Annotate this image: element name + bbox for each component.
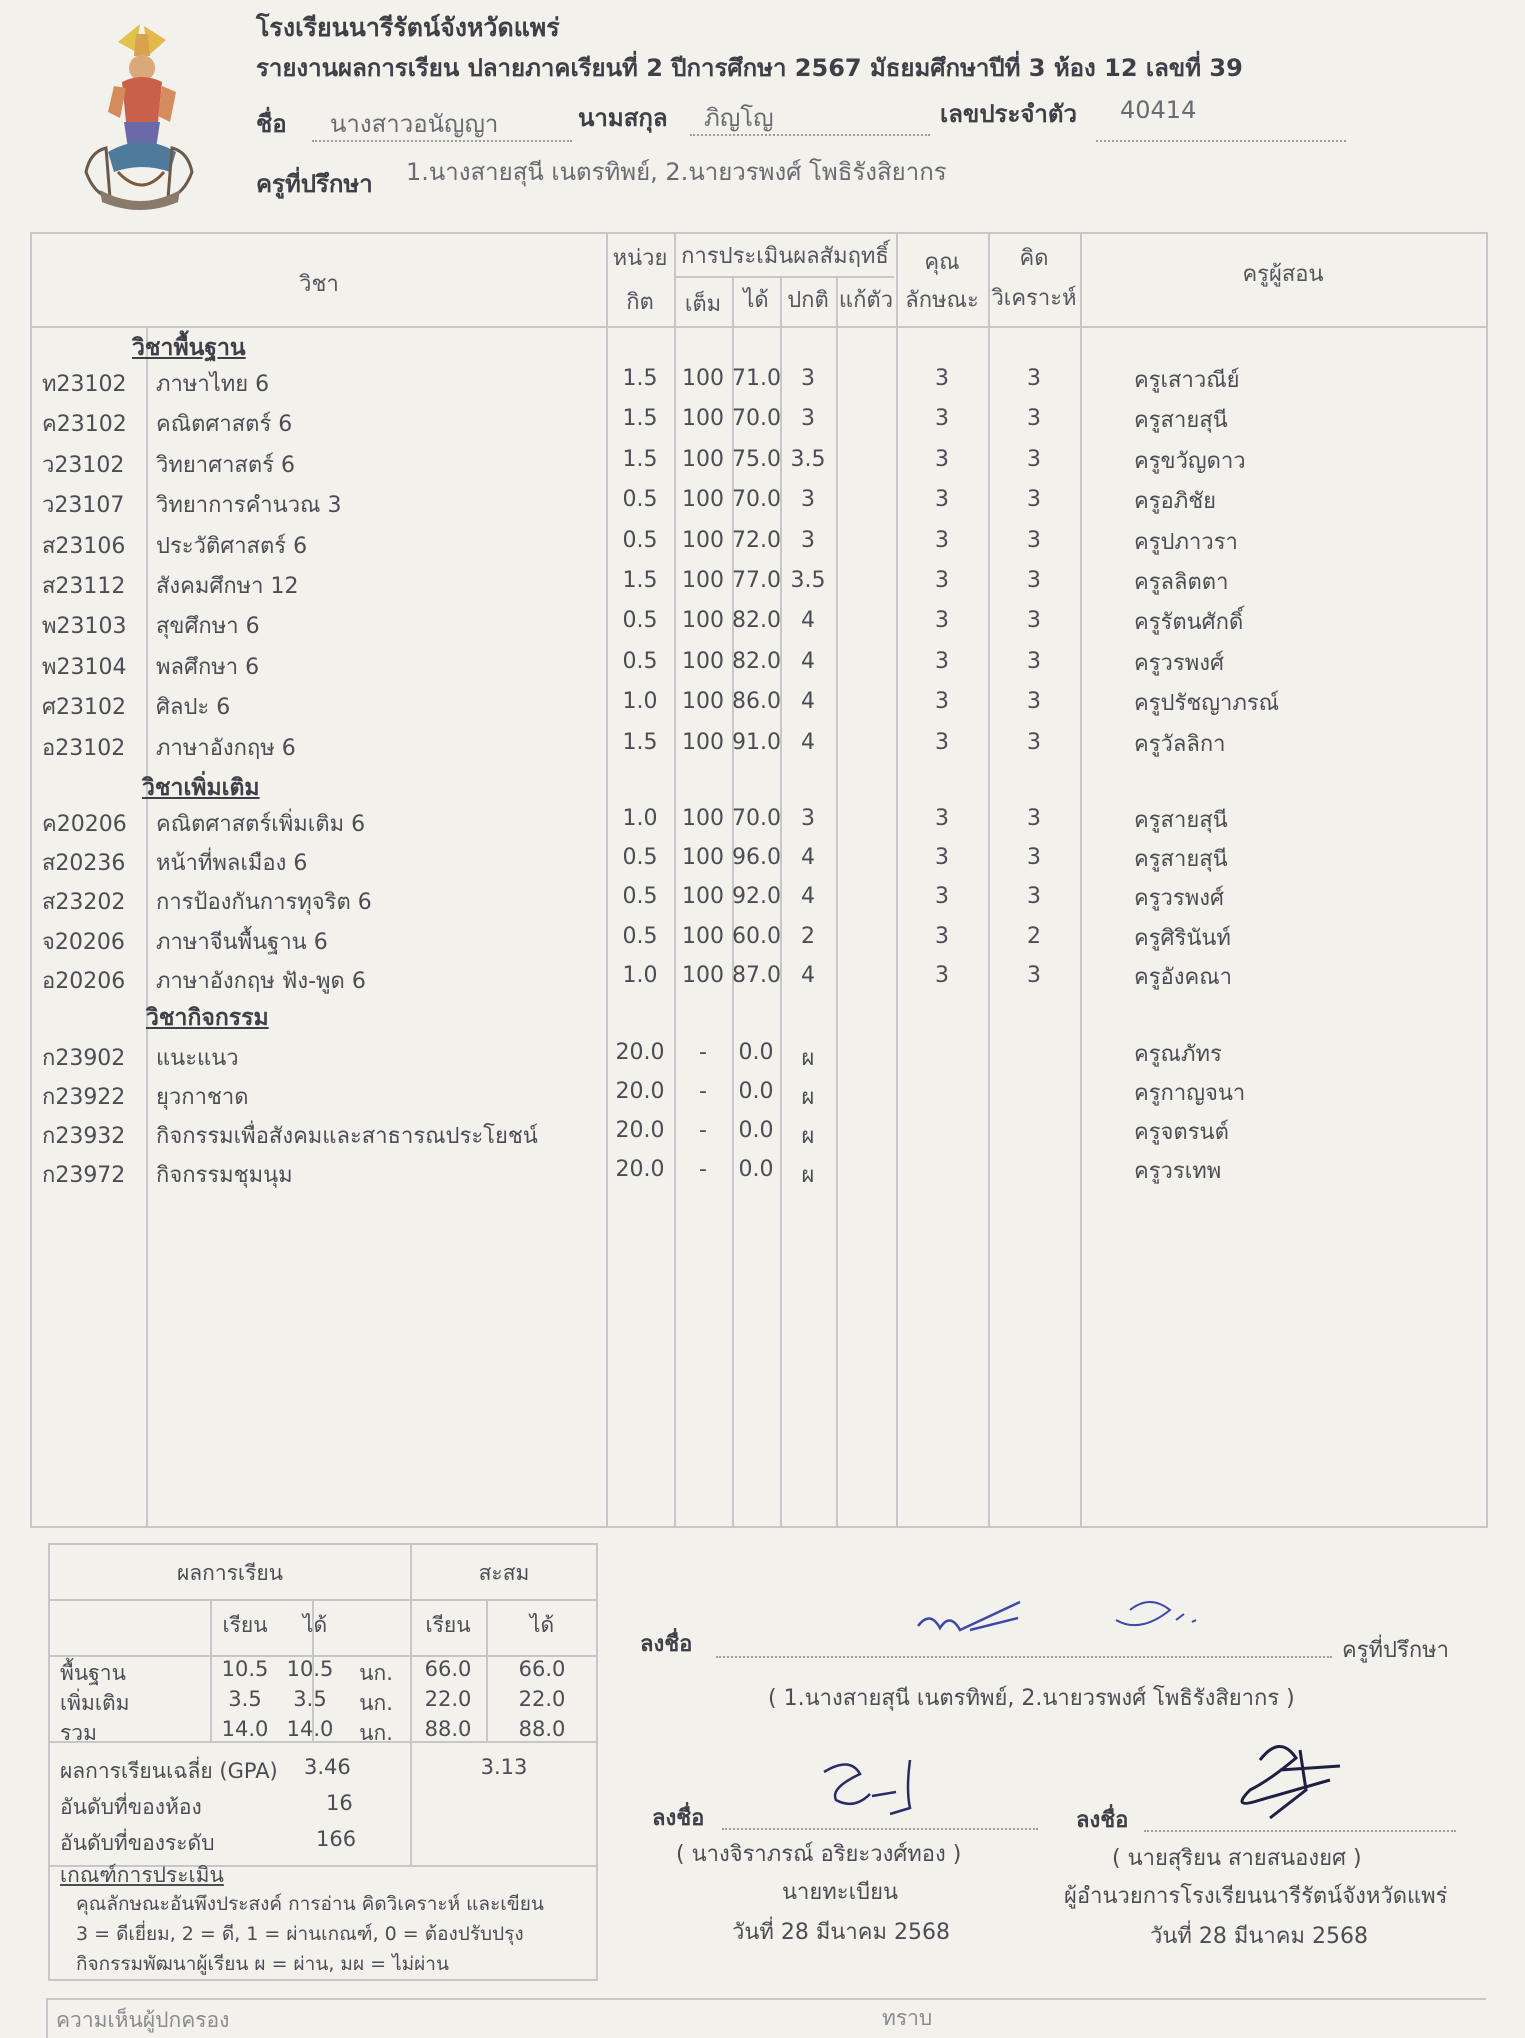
thinking-score: 3 [1027,648,1041,674]
thinking-score: 3 [1027,527,1041,553]
character-score: 3 [935,845,949,871]
subject-name: สังคมศึกษา 12 [156,574,299,599]
score: 72.0 [732,527,781,553]
subject-name: พลศึกษา 6 [156,654,260,680]
character-score: 3 [935,806,949,831]
teacher-name: ครูวัลลิกา [1134,731,1226,757]
character-score: 3 [935,689,949,715]
student-surname: ภิญโญ [704,104,774,132]
character-score: 3 [935,923,949,949]
credit: 1.0 [622,806,658,831]
character-score: 3 [935,487,949,513]
thinking-score: 3 [1027,689,1041,715]
character-score: 3 [935,366,949,391]
header-normal: ปกติ [787,288,829,313]
full-score: 100 [682,487,724,513]
thinking-score: 3 [1027,446,1041,472]
grade: 4 [801,845,815,871]
teacher-name: ครูกาญจนา [1134,1081,1246,1106]
credit: 0.5 [622,608,658,634]
subject-code: ท23102 [42,372,127,397]
full-score: 100 [682,608,724,634]
subject-code: ว23107 [42,493,125,519]
credit: 0.5 [622,845,658,871]
teacher-name: ครูรัตนศักดิ์ [1134,610,1244,636]
subject-name: สุขศึกษา 6 [156,614,260,640]
subject-code: จ20206 [42,929,125,955]
credit: 20.0 [615,1079,665,1104]
subject-code: ว23102 [42,452,125,478]
summary-got-header: ได้ [302,1613,328,1637]
credit: 0.5 [622,884,658,910]
thinking-score: 3 [1027,729,1041,755]
director-name: ( นายสุริยน สายสนองยศ ) [1112,1846,1362,1871]
section-activity: วิชากิจกรรม [146,1005,269,1031]
registrar-role: นายทะเบียน [782,1880,899,1905]
full-score: 100 [682,923,724,949]
student-id-value: 40414 [1120,96,1197,124]
subject-code: พ23103 [42,614,127,640]
score: 71.0 [732,366,781,391]
summary-label: เพิ่มเติม [60,1691,130,1715]
header-character-line1: คุณ [924,250,960,275]
credit: 1.0 [622,962,658,988]
full-score: - [699,1079,707,1104]
section-additional: วิชาเพิ่มเติม [142,775,260,801]
advisor-label: ครูที่ปรึกษา [256,170,373,198]
teacher-name: ครูวรเทพ [1134,1159,1222,1184]
subject-code: ค23102 [42,412,127,438]
summary-results-header: ผลการเรียน [176,1561,284,1585]
credit: 0.5 [622,527,658,553]
summary-study: 14.0 [221,1717,269,1741]
director-role: ผู้อำนวยการโรงเรียนนารีรัตน์จังหวัดแพร่ [1064,1884,1448,1909]
teacher-name: ครูอภิชัย [1134,489,1217,515]
score: 96.0 [732,845,781,871]
advisor-sign-names: ( 1.นางสายสุนี เนตรทิพย์, 2.นายวรพงศ์ โพธิรังสิยากร ) [768,1686,1295,1711]
subject-code: ศ23102 [42,695,126,721]
score: 0.0 [738,1079,774,1104]
header-credit-line1: หน่วย [612,246,668,271]
full-score: 100 [682,446,724,472]
grade: 3.5 [790,568,826,593]
director-sign-line [1144,1830,1456,1832]
summary-cum-study: 22.0 [424,1687,472,1711]
school-name: โรงเรียนนารีรัตน์จังหวัดแพร่ [256,13,560,42]
credit: 1.0 [622,689,658,715]
thinking-score: 3 [1027,884,1041,910]
gpa-label: ผลการเรียนเฉลี่ย (GPA) [60,1759,278,1783]
grade: 4 [801,608,815,634]
grade: 4 [801,648,815,674]
grade: ผ [801,1163,815,1188]
grade: ผ [801,1124,815,1149]
summary-unit: นก. [359,1691,393,1715]
score: 70.0 [732,806,781,831]
advisor-signature [900,1590,1260,1660]
subject-code: อ23102 [42,735,126,761]
score: 91.0 [732,729,781,755]
student-id-label: เลขประจำตัว [940,100,1077,128]
score: 70.0 [732,406,781,432]
summary-cum-got: 88.0 [518,1717,566,1741]
summary-cum-got: 22.0 [518,1687,566,1711]
credit: 1.5 [622,568,658,593]
subject-code: พ23104 [42,654,127,680]
credit: 1.5 [622,446,658,472]
teacher-name: ครูณภัทร [1134,1042,1222,1067]
character-score: 3 [935,608,949,634]
score: 75.0 [732,446,781,472]
teacher-name: ครูลลิตตา [1134,570,1229,595]
summary-unit: นก. [359,1721,393,1745]
subject-name: ประวัติศาสตร์ 6 [156,533,308,559]
criteria-line-1: คุณลักษณะอันพึงประสงค์ การอ่าน คิดวิเคราะห์ และเขียน [76,1893,544,1915]
summary-got: 10.5 [286,1657,334,1681]
room-rank-value: 16 [326,1791,353,1815]
report-title: รายงานผลการเรียน ปลายภาคเรียนที่ 2 ปีการศึกษา 2567 มัธยมศึกษาปีที่ 3 ห้อง 12 เลขที่ 39 [256,54,1243,82]
school-emblem-icon [78,22,200,214]
teacher-name: ครูปภาวรา [1134,529,1238,555]
grade: ผ [801,1046,815,1071]
header-remedial: แก้ตัว [838,288,894,313]
teacher-name: ครูจตรนต์ [1134,1120,1229,1145]
full-score: 100 [682,689,724,715]
registrar-name: ( นางจิราภรณ์ อริยะวงศ์ทอง ) [676,1842,962,1867]
grade: 4 [801,729,815,755]
gpa-value: 3.46 [304,1755,351,1779]
student-first-name: นางสาวอนัญญา [330,110,499,138]
header-subject: วิชา [299,272,339,297]
grade: 3 [801,806,815,831]
full-score: - [699,1040,707,1065]
summary-cum-study-header: เรียน [425,1613,471,1637]
summary-cum-got-header: ได้ [529,1613,555,1637]
subject-code: อ20206 [42,968,126,994]
registrar-signature [810,1750,930,1830]
thinking-score: 3 [1027,845,1041,871]
summary-cumulative-header: สะสม [478,1561,530,1585]
credit: 20.0 [615,1040,665,1065]
summary-got: 3.5 [293,1687,327,1711]
grade: 4 [801,962,815,988]
summary-study: 3.5 [228,1687,262,1711]
grade: 4 [801,884,815,910]
character-score: 3 [935,527,949,553]
subject-name: คณิตศาสตร์ 6 [156,412,293,438]
subject-name: กิจกรรมชุมนุม [156,1163,293,1188]
thinking-score: 2 [1027,923,1041,949]
parent-opinion-label: ความเห็นผู้ปกครอง [56,2008,230,2032]
subject-name: ยุวกาชาด [156,1085,249,1110]
summary-unit: นก. [359,1661,393,1685]
teacher-name: ครูอังคณา [1134,964,1232,990]
summary-got: 14.0 [286,1717,334,1741]
director-sign-label: ลงชื่อ [1076,1808,1129,1833]
thinking-score: 3 [1027,962,1041,988]
score: 92.0 [732,884,781,910]
score: 77.0 [732,568,781,593]
credit: 1.5 [622,729,658,755]
subject-name: ภาษาอังกฤษ 6 [156,735,296,761]
registrar-sign-label: ลงชื่อ [652,1806,705,1831]
grade: 3 [801,366,815,391]
criteria-title: เกณฑ์การประเมิน [60,1863,224,1887]
summary-label: พื้นฐาน [60,1661,126,1685]
subject-code: ส23112 [42,574,126,599]
character-score: 3 [935,729,949,755]
score: 0.0 [738,1157,774,1182]
thinking-score: 3 [1027,806,1041,831]
criteria-line-2: 3 = ดีเยี่ยม, 2 = ดี, 1 = ผ่านเกณฑ์, 0 = ต้องปรับปรุง [76,1923,524,1945]
summary-study: 10.5 [221,1657,269,1681]
section-basic: วิชาพื้นฐาน [132,335,246,361]
subject-name: ภาษาอังกฤษ ฟัง-พูด 6 [156,968,366,994]
score: 0.0 [738,1040,774,1065]
credit: 0.5 [622,487,658,513]
summary-cum-study: 88.0 [424,1717,472,1741]
score: 0.0 [738,1118,774,1143]
grade: 4 [801,689,815,715]
character-score: 3 [935,568,949,593]
character-score: 3 [935,406,949,432]
grade: 3.5 [790,446,826,472]
character-score: 3 [935,962,949,988]
score: 82.0 [732,648,781,674]
header-thinking-line1: คิด [1019,246,1049,271]
subject-name: วิทยาศาสตร์ 6 [156,452,295,478]
summary-study-header: เรียน [222,1613,268,1637]
character-score: 3 [935,648,949,674]
acknowledge-label: ทราบ [882,2006,933,2030]
summary-label: รวม [60,1721,97,1745]
header-teacher: ครูผู้สอน [1242,262,1324,287]
score: 70.0 [732,487,781,513]
subject-code: ก23902 [42,1046,126,1071]
advisor-sign-label: ลงชื่อ [640,1632,693,1657]
teacher-name: ครูสายสุนี [1134,408,1228,434]
name-dotted-line [312,140,572,142]
gpa-cumulative: 3.13 [480,1755,528,1779]
credit: 1.5 [622,366,658,391]
teacher-name: ครูสายสุนี [1134,847,1228,873]
header-character-line2: ลักษณะ [905,288,979,313]
subject-code: ส23202 [42,890,126,916]
subject-code: ก23922 [42,1085,126,1110]
subject-name: แนะแนว [156,1046,239,1071]
subject-name: ศิลปะ 6 [156,695,231,721]
score: 82.0 [732,608,781,634]
registrar-date: วันที่ 28 มีนาคม 2568 [732,1920,950,1945]
score: 87.0 [732,962,781,988]
subject-name: วิทยาการคำนวณ 3 [156,493,342,519]
header-credit-line2: กิต [626,290,654,315]
full-score: - [699,1157,707,1182]
subject-code: ก23972 [42,1163,126,1188]
header-got: ได้ [743,288,769,313]
subject-name: หน้าที่พลเมือง 6 [156,851,308,877]
full-score: 100 [682,406,724,432]
subject-code: ค20206 [42,812,127,837]
full-score: 100 [682,806,724,831]
director-signature [1210,1730,1360,1830]
summary-box [48,1543,598,1981]
credit: 20.0 [615,1118,665,1143]
grade: 2 [801,923,815,949]
credit: 0.5 [622,648,658,674]
full-score: - [699,1118,707,1143]
summary-cum-study: 66.0 [424,1657,472,1681]
credit: 1.5 [622,406,658,432]
full-score: 100 [682,845,724,871]
score: 60.0 [732,923,781,949]
teacher-name: ครูปรัชญาภรณ์ [1134,691,1280,717]
teacher-name: ครูวรพงศ์ [1134,650,1224,676]
subject-name: การป้องกันการทุจริต 6 [156,890,372,916]
thinking-score: 3 [1027,487,1041,513]
advisor-sign-role: ครูที่ปรึกษา [1342,1638,1449,1663]
director-date: วันที่ 28 มีนาคม 2568 [1150,1924,1368,1949]
subject-name: คณิตศาสตร์เพิ่มเติม 6 [156,812,366,837]
grades-table [30,232,1488,1528]
room-rank-label: อันดับที่ของห้อง [60,1795,202,1819]
grade: 3 [801,527,815,553]
credit: 0.5 [622,923,658,949]
full-score: 100 [682,366,724,391]
id-dotted-line [1096,140,1346,142]
score: 86.0 [732,689,781,715]
teacher-name: ครูศิรินันท์ [1134,925,1231,951]
credit: 20.0 [615,1157,665,1182]
level-rank-label: อันดับที่ของระดับ [60,1831,215,1855]
full-score: 100 [682,884,724,910]
summary-cum-got: 66.0 [518,1657,566,1681]
subject-name: ภาษาจีนพื้นฐาน 6 [156,929,328,955]
full-score: 100 [682,568,724,593]
subject-name: ภาษาไทย 6 [156,372,270,397]
parent-opinion-box [46,1998,1486,2038]
criteria-line-3: กิจกรรมพัฒนาผู้เรียน ผ = ผ่าน, มผ = ไม่ผ่าน [76,1953,449,1975]
teacher-name: ครูขวัญดาว [1134,448,1246,474]
thinking-score: 3 [1027,568,1041,593]
advisor-names: 1.นางสายสุนี เนตรทิพย์, 2.นายวรพงศ์ โพธิรังสิยากร [406,158,947,186]
surname-dotted-line [690,134,930,136]
grade: 3 [801,406,815,432]
teacher-name: ครูสายสุนี [1134,808,1228,833]
header-full: เต็ม [684,292,722,317]
teacher-name: ครูเสาวณีย์ [1134,368,1240,393]
header-assessment: การประเมินผลสัมฤทธิ์ [681,244,889,269]
thinking-score: 3 [1027,608,1041,634]
grade: ผ [801,1085,815,1110]
subject-name: กิจกรรมเพื่อสังคมและสาธารณประโยชน์ [156,1124,538,1149]
level-rank-value: 166 [316,1827,357,1851]
character-score: 3 [935,884,949,910]
header-thinking-line2: วิเคราะห์ [991,286,1077,311]
full-score: 100 [682,729,724,755]
full-score: 100 [682,962,724,988]
grade: 3 [801,487,815,513]
name-label: ชื่อ [256,110,287,138]
subject-code: ส20236 [42,851,126,877]
full-score: 100 [682,648,724,674]
teacher-name: ครูวรพงศ์ [1134,886,1224,912]
full-score: 100 [682,527,724,553]
character-score: 3 [935,446,949,472]
surname-label: นามสกุล [578,104,668,132]
subject-code: ส23106 [42,533,126,559]
thinking-score: 3 [1027,366,1041,391]
subject-code: ก23932 [42,1124,126,1149]
thinking-score: 3 [1027,406,1041,432]
